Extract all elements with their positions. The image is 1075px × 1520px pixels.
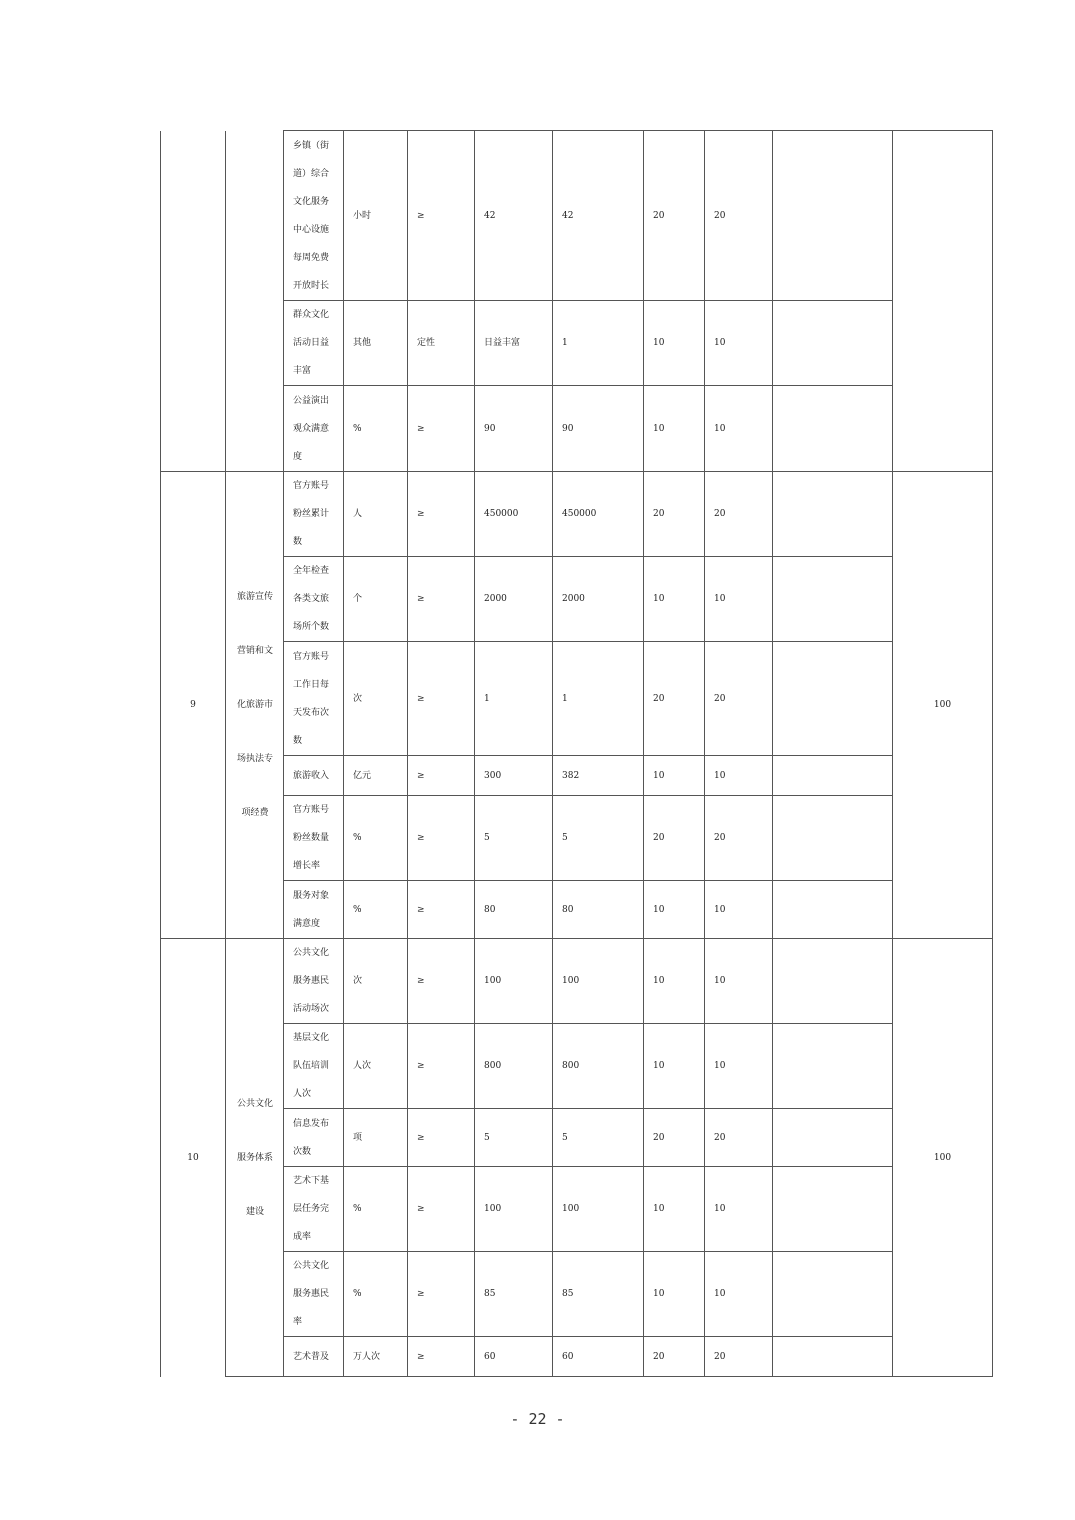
weight-cell: 20 <box>644 642 705 756</box>
table-row <box>161 642 993 756</box>
unit-cell: 次 <box>344 642 408 756</box>
table-row <box>161 1337 993 1377</box>
actual-cell: 90 <box>553 386 644 472</box>
seq-cell: 10 <box>161 939 226 1377</box>
operator-cell: ≥ <box>408 1109 475 1167</box>
weight-cell: 10 <box>644 301 705 386</box>
unit-cell: 亿元 <box>344 756 408 796</box>
operator-cell: ≥ <box>408 1167 475 1252</box>
unit-cell: 人次 <box>344 1024 408 1109</box>
note-cell <box>773 1167 893 1252</box>
target-cell: 60 <box>475 1337 553 1377</box>
table-row <box>161 472 993 557</box>
actual-cell: 100 <box>553 939 644 1024</box>
target-cell: 100 <box>475 939 553 1024</box>
unit-cell: % <box>344 1167 408 1252</box>
performance-table <box>160 130 993 1377</box>
weight-cell: 10 <box>644 756 705 796</box>
score-cell: 10 <box>705 301 773 386</box>
note-cell <box>773 642 893 756</box>
operator-cell: ≥ <box>408 131 475 301</box>
weight-cell: 20 <box>644 472 705 557</box>
project-cell: 旅游宣传营销和文化旅游市场执法专项经费 <box>226 472 284 939</box>
target-cell: 42 <box>475 131 553 301</box>
score-cell: 10 <box>705 1252 773 1337</box>
target-cell: 80 <box>475 881 553 939</box>
unit-cell: 人 <box>344 472 408 557</box>
page-number: - 22 - <box>510 1410 565 1428</box>
target-cell: 100 <box>475 1167 553 1252</box>
table-row <box>161 557 993 642</box>
score-cell: 20 <box>705 131 773 301</box>
target-cell: 300 <box>475 756 553 796</box>
weight-cell: 20 <box>644 1109 705 1167</box>
weight-cell: 10 <box>644 1024 705 1109</box>
indicator-cell: 艺术普及 <box>284 1337 344 1377</box>
seq-cell <box>161 131 226 472</box>
indicator-cell: 乡镇（街道）综合文化服务中心设施每周免费开放时长 <box>284 131 344 301</box>
target-cell: 日益丰富 <box>475 301 553 386</box>
note-cell <box>773 1024 893 1109</box>
operator-cell: ≥ <box>408 472 475 557</box>
operator-cell: ≥ <box>408 881 475 939</box>
operator-cell: ≥ <box>408 642 475 756</box>
note-cell <box>773 557 893 642</box>
unit-cell: 个 <box>344 557 408 642</box>
unit-cell: 小时 <box>344 131 408 301</box>
note-cell <box>773 472 893 557</box>
actual-cell: 42 <box>553 131 644 301</box>
indicator-cell: 公共文化服务惠民活动场次 <box>284 939 344 1024</box>
weight-cell: 20 <box>644 1337 705 1377</box>
actual-cell: 1 <box>553 301 644 386</box>
table-row <box>161 796 993 881</box>
actual-cell: 2000 <box>553 557 644 642</box>
weight-cell: 20 <box>644 131 705 301</box>
indicator-cell: 官方账号粉丝累计数 <box>284 472 344 557</box>
unit-cell: 次 <box>344 939 408 1024</box>
actual-cell: 1 <box>553 642 644 756</box>
table-row <box>161 1252 993 1337</box>
weight-cell: 10 <box>644 1252 705 1337</box>
table-row <box>161 1109 993 1167</box>
table-row <box>161 881 993 939</box>
score-cell: 10 <box>705 386 773 472</box>
unit-cell: 项 <box>344 1109 408 1167</box>
actual-cell: 85 <box>553 1252 644 1337</box>
actual-cell: 100 <box>553 1167 644 1252</box>
actual-cell: 80 <box>553 881 644 939</box>
actual-cell: 60 <box>553 1337 644 1377</box>
operator-cell: ≥ <box>408 1337 475 1377</box>
note-cell <box>773 1252 893 1337</box>
unit-cell: 其他 <box>344 301 408 386</box>
target-cell: 2000 <box>475 557 553 642</box>
score-cell: 20 <box>705 472 773 557</box>
target-cell: 450000 <box>475 472 553 557</box>
unit-cell: % <box>344 881 408 939</box>
seq-cell: 9 <box>161 472 226 939</box>
target-cell: 85 <box>475 1252 553 1337</box>
score-cell: 10 <box>705 756 773 796</box>
indicator-cell: 全年检查各类文旅场所个数 <box>284 557 344 642</box>
note-cell <box>773 386 893 472</box>
score-cell: 20 <box>705 1337 773 1377</box>
note-cell <box>773 1109 893 1167</box>
unit-cell: % <box>344 386 408 472</box>
weight-cell: 10 <box>644 881 705 939</box>
score-cell: 10 <box>705 939 773 1024</box>
unit-cell: % <box>344 1252 408 1337</box>
indicator-cell: 官方账号粉丝数量增长率 <box>284 796 344 881</box>
score-cell: 20 <box>705 1109 773 1167</box>
operator-cell: ≥ <box>408 386 475 472</box>
note-cell <box>773 796 893 881</box>
unit-cell: 万人次 <box>344 1337 408 1377</box>
table-row <box>161 1024 993 1109</box>
actual-cell: 382 <box>553 756 644 796</box>
target-cell: 1 <box>475 642 553 756</box>
total-cell: 100 <box>893 939 993 1377</box>
operator-cell: ≥ <box>408 1024 475 1109</box>
score-cell: 10 <box>705 1167 773 1252</box>
target-cell: 5 <box>475 1109 553 1167</box>
table-row <box>161 1167 993 1252</box>
total-cell: 100 <box>893 472 993 939</box>
score-cell: 20 <box>705 642 773 756</box>
operator-cell: 定性 <box>408 301 475 386</box>
total-cell <box>893 131 993 472</box>
operator-cell: ≥ <box>408 557 475 642</box>
unit-cell: % <box>344 796 408 881</box>
score-cell: 10 <box>705 557 773 642</box>
note-cell <box>773 1337 893 1377</box>
weight-cell: 10 <box>644 386 705 472</box>
project-cell: 公共文化服务体系建设 <box>226 939 284 1377</box>
indicator-cell: 艺术下基层任务完成率 <box>284 1167 344 1252</box>
table-row <box>161 386 993 472</box>
actual-cell: 800 <box>553 1024 644 1109</box>
note-cell <box>773 756 893 796</box>
actual-cell: 5 <box>553 796 644 881</box>
weight-cell: 10 <box>644 557 705 642</box>
operator-cell: ≥ <box>408 796 475 881</box>
operator-cell: ≥ <box>408 1252 475 1337</box>
indicator-cell: 服务对象满意度 <box>284 881 344 939</box>
actual-cell: 450000 <box>553 472 644 557</box>
operator-cell: ≥ <box>408 756 475 796</box>
score-cell: 10 <box>705 881 773 939</box>
target-cell: 90 <box>475 386 553 472</box>
indicator-cell: 公益演出观众满意度 <box>284 386 344 472</box>
target-cell: 5 <box>475 796 553 881</box>
weight-cell: 20 <box>644 796 705 881</box>
table-row <box>161 131 993 301</box>
indicator-cell: 基层文化队伍培训人次 <box>284 1024 344 1109</box>
note-cell <box>773 939 893 1024</box>
note-cell <box>773 301 893 386</box>
table-row <box>161 939 993 1024</box>
note-cell <box>773 881 893 939</box>
score-cell: 20 <box>705 796 773 881</box>
project-cell <box>226 131 284 472</box>
indicator-cell: 信息发布次数 <box>284 1109 344 1167</box>
operator-cell: ≥ <box>408 939 475 1024</box>
weight-cell: 10 <box>644 939 705 1024</box>
table-row <box>161 301 993 386</box>
indicator-cell: 公共文化服务惠民率 <box>284 1252 344 1337</box>
note-cell <box>773 131 893 301</box>
weight-cell: 10 <box>644 1167 705 1252</box>
score-cell: 10 <box>705 1024 773 1109</box>
table-row <box>161 756 993 796</box>
target-cell: 800 <box>475 1024 553 1109</box>
actual-cell: 5 <box>553 1109 644 1167</box>
indicator-cell: 群众文化活动日益丰富 <box>284 301 344 386</box>
indicator-cell: 旅游收入 <box>284 756 344 796</box>
indicator-cell: 官方账号工作日每天发布次数 <box>284 642 344 756</box>
